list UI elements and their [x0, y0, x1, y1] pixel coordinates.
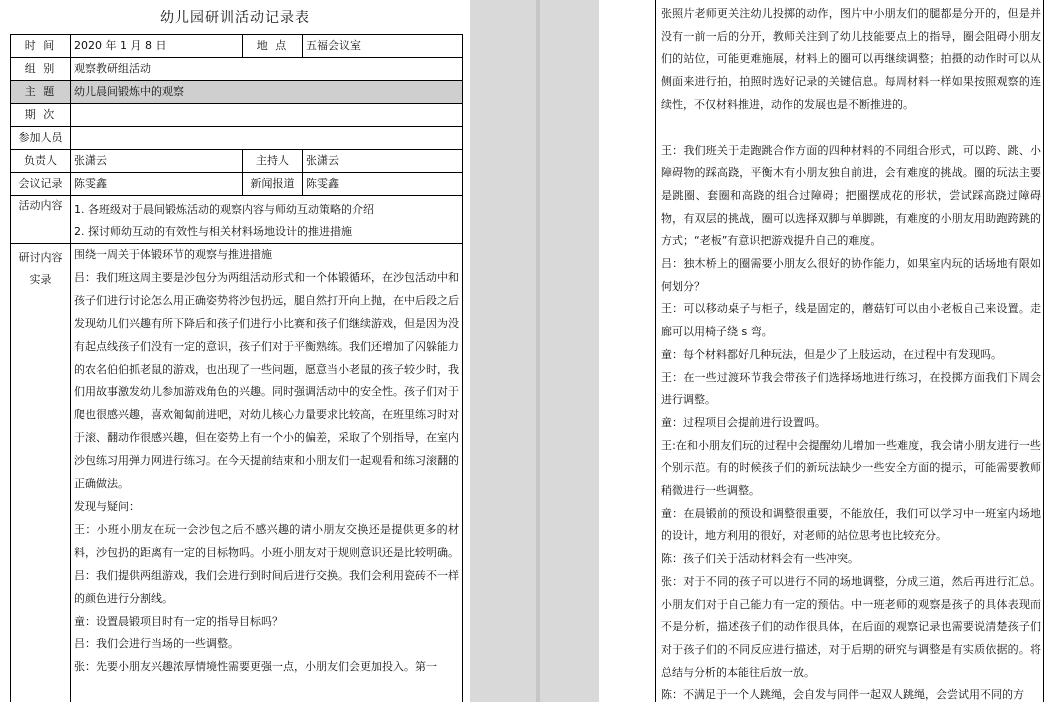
minutes-value[interactable]: 陈雯鑫 [71, 173, 243, 196]
research-content[interactable] [71, 244, 463, 702]
research-paragraph: 童：设置晨锻项目时有一定的指导目标吗？ [74, 614, 283, 628]
research-paragraph: 童：每个材料都好几种玩法，但是少了上肢运动，在过程中有发现吗。 [661, 347, 1002, 361]
research-paragraph: 吕：我们班这周主要是沙包分为两组活动形式和一个体锻循环，在沙包活动中和孩子们进行讨论怎么用正确姿势将沙包扔远，腿自然打开向上抛，在中后段之后发现幼儿们兴趣有所下降后和孩子们进行小比赛和孩子们继续游戏，但是因为没有起点线孩子们没有一定的意识，孩子们对于平衡熟练。我们还增加了闪躲能力的农名伯伯抓老鼠的游戏，也出现了一些问题，愿意当小老鼠的孩子较少时，我们用故事激发幼儿参加游戏角色的兴趣。同时强调活动中的安全性。孩子们对于爬也很感兴趣，喜欢匍匐前进吧，对幼儿核心力量要求比较高，在班里练习时对于滚、翻动作很感兴趣，但在姿势上有一个小的偏差，采取了个别指导，在室内沙包练习用弹力网进行练习。在今天提前结束和小朋友们一起观看和练习滚翻的正确做法。 [74, 270, 459, 491]
table-right-border [1043, 0, 1044, 702]
research-content-continued[interactable] [661, 3, 1041, 702]
research-label-line1: 研讨内容 [18, 251, 63, 264]
host-label: 主持人 [243, 150, 303, 173]
place-label: 地 点 [243, 35, 303, 58]
row-theme [11, 81, 463, 104]
research-paragraph: 张照片老师更关注幼儿投掷的动作，图片中小朋友们的腿都是分开的，但是并没有一前一后的分开，教师关注到了幼儿技能要点上的指导，圈会阻碍小朋友们的站位，可能更难施展，材料上的圈可以再继续调整；拍摄的动作时可以从侧面来进行拍，拍照时选好记录的关键信息。每周材料一样如果按照观察的连续性，不仅材料推进，动作的发展也是不断推进的。 [661, 7, 1041, 111]
row-leader [11, 150, 463, 173]
research-paragraph: 发现与疑问： [74, 499, 140, 513]
research-paragraph: 张：先要小朋友兴趣浓厚情境性需要更强一点，小朋友们会更加投入。第一 [74, 660, 437, 674]
row-group [11, 58, 463, 81]
research-paragraph: 童：在晨锻前的预设和调整很重要，不能放任，我们可以学习中一班室内场地的设计，地方利用的很好，对老师的站位思考也比较充分。 [661, 506, 1041, 543]
record-table [10, 34, 463, 702]
host-value[interactable]: 张潇云 [303, 150, 463, 173]
research-paragraph: 王：可以移动桌子与柜子，线是固定的，蘑菇钉可以由小老板自己来设置。走廊可以用椅子绕 s 弯。 [661, 302, 1041, 339]
participants-label: 参加人员 [11, 127, 71, 150]
period-label: 期 次 [11, 104, 71, 127]
research-label-line2: 实录 [29, 273, 52, 286]
row-participants [11, 127, 463, 150]
group-label: 组 别 [11, 58, 71, 81]
row-minutes [11, 173, 463, 196]
theme-label: 主 题 [11, 81, 71, 104]
research-paragraph: 陈：不满足于一个人跳绳，会自发与同伴一起双人跳绳，会尝试用不同的方 [661, 688, 1024, 702]
research-paragraph: 王：在一些过渡环节我会带孩子们选择场地进行练习，在投掷方面我们下周会进行调整。 [661, 370, 1041, 407]
group-value[interactable]: 观察教研组活动 [71, 58, 463, 81]
document-page-right [599, 0, 1056, 702]
row-activity [11, 196, 463, 244]
participants-value[interactable] [71, 127, 463, 150]
research-paragraph: 吕：我们会进行当场的一些调整。 [74, 637, 239, 651]
document-title: 幼儿园研训活动记录表 [160, 10, 310, 26]
research-paragraph: 围绕一周关于体锻环节的观察与推进措施 [74, 248, 272, 261]
page-gutter [536, 0, 540, 702]
row-period [11, 104, 463, 127]
minutes-label: 会议记录 [11, 173, 71, 196]
theme-value[interactable]: 幼儿晨间锻炼中的观察 [71, 81, 463, 104]
activity-label: 活动内容 [11, 196, 71, 244]
activity-content[interactable] [71, 196, 463, 244]
news-label: 新闻报道 [243, 173, 303, 196]
table-column-divider [655, 0, 656, 702]
leader-label: 负责人 [11, 150, 71, 173]
research-paragraph: 童：过程项目会提前进行设置吗。 [661, 415, 826, 429]
time-label: 时 间 [11, 35, 71, 58]
activity-item: 1. 各班级对于晨间锻炼活动的观察内容与师幼互动策略的介绍 [74, 203, 374, 216]
research-paragraph: 吕：独木桥上的圈需要小朋友么很好的协作能力，如果室内玩的话场地有限如何划分？ [661, 257, 1041, 293]
document-page-left [0, 0, 470, 702]
research-paragraph: 王:在和小朋友们玩的过程中会提醒幼儿增加一些难度，我会请小朋友进行一些个别示范。有的时候孩子们的新玩法缺少一些安全方面的提示，可能需要教师稍微进行一些调整。 [661, 438, 1041, 498]
period-value[interactable] [71, 104, 463, 127]
leader-value[interactable]: 张潇云 [71, 150, 243, 173]
place-value[interactable]: 五福会议室 [303, 35, 463, 58]
time-value[interactable]: 2020 年 1 月 8 日 [71, 35, 243, 58]
research-paragraph: 王：小班小朋友在玩一会沙包之后不感兴趣的请小朋友交换还是提供更多的材料，沙包扔的距离有一定的目标物吗。小班小朋友对于规则意识还是比较明确。 [74, 522, 459, 559]
news-value[interactable]: 陈雯鑫 [303, 173, 463, 196]
research-paragraph: 陈：孩子们关于活动材料会有一些冲突。 [661, 552, 859, 566]
paragraph-gap [661, 117, 1041, 140]
activity-item: 2. 探讨师幼互动的有效性与相关材料场地设计的推进措施 [74, 225, 352, 238]
research-label [11, 244, 71, 702]
research-paragraph: 王：我们班关于走跑跳合作方面的四种材料的不同组合形式，可以跨、跳、小障碍物的踩高跷，平衡木有小朋友独自前进，会有难度的挑战。圈的玩法主要是跳圈、套圈和高跷的组合过障碍；把圈摆成花的形状，尝试踩高跷过障碍物，有双层的挑战，圈可以选择双脚与单脚跳，有难度的小朋友用助跑跨跳的方式；“老板”有意识把游戏提升自己的难度。 [661, 143, 1041, 248]
research-paragraph: 吕：我们提供两组游戏，我们会进行到时间后进行交换。我们会利用瓷砖不一样的颜色进行分割线。 [74, 568, 459, 605]
row-time [11, 35, 463, 58]
row-research [11, 244, 463, 702]
research-paragraph: 张：对于不同的孩子可以进行不同的场地调整，分成三道，然后再进行汇总。小朋友们对于自己能力有一定的预估。中一班老师的观察是孩子的具体表现而不是分析，描述孩子们的动作很具体，在后面的观察记录也需要说清楚孩子们对于孩子们的不同反应进行描述，对于后期的研究与调整是有实质依据的。将总结与分析的本能往后放一放。 [661, 574, 1041, 679]
